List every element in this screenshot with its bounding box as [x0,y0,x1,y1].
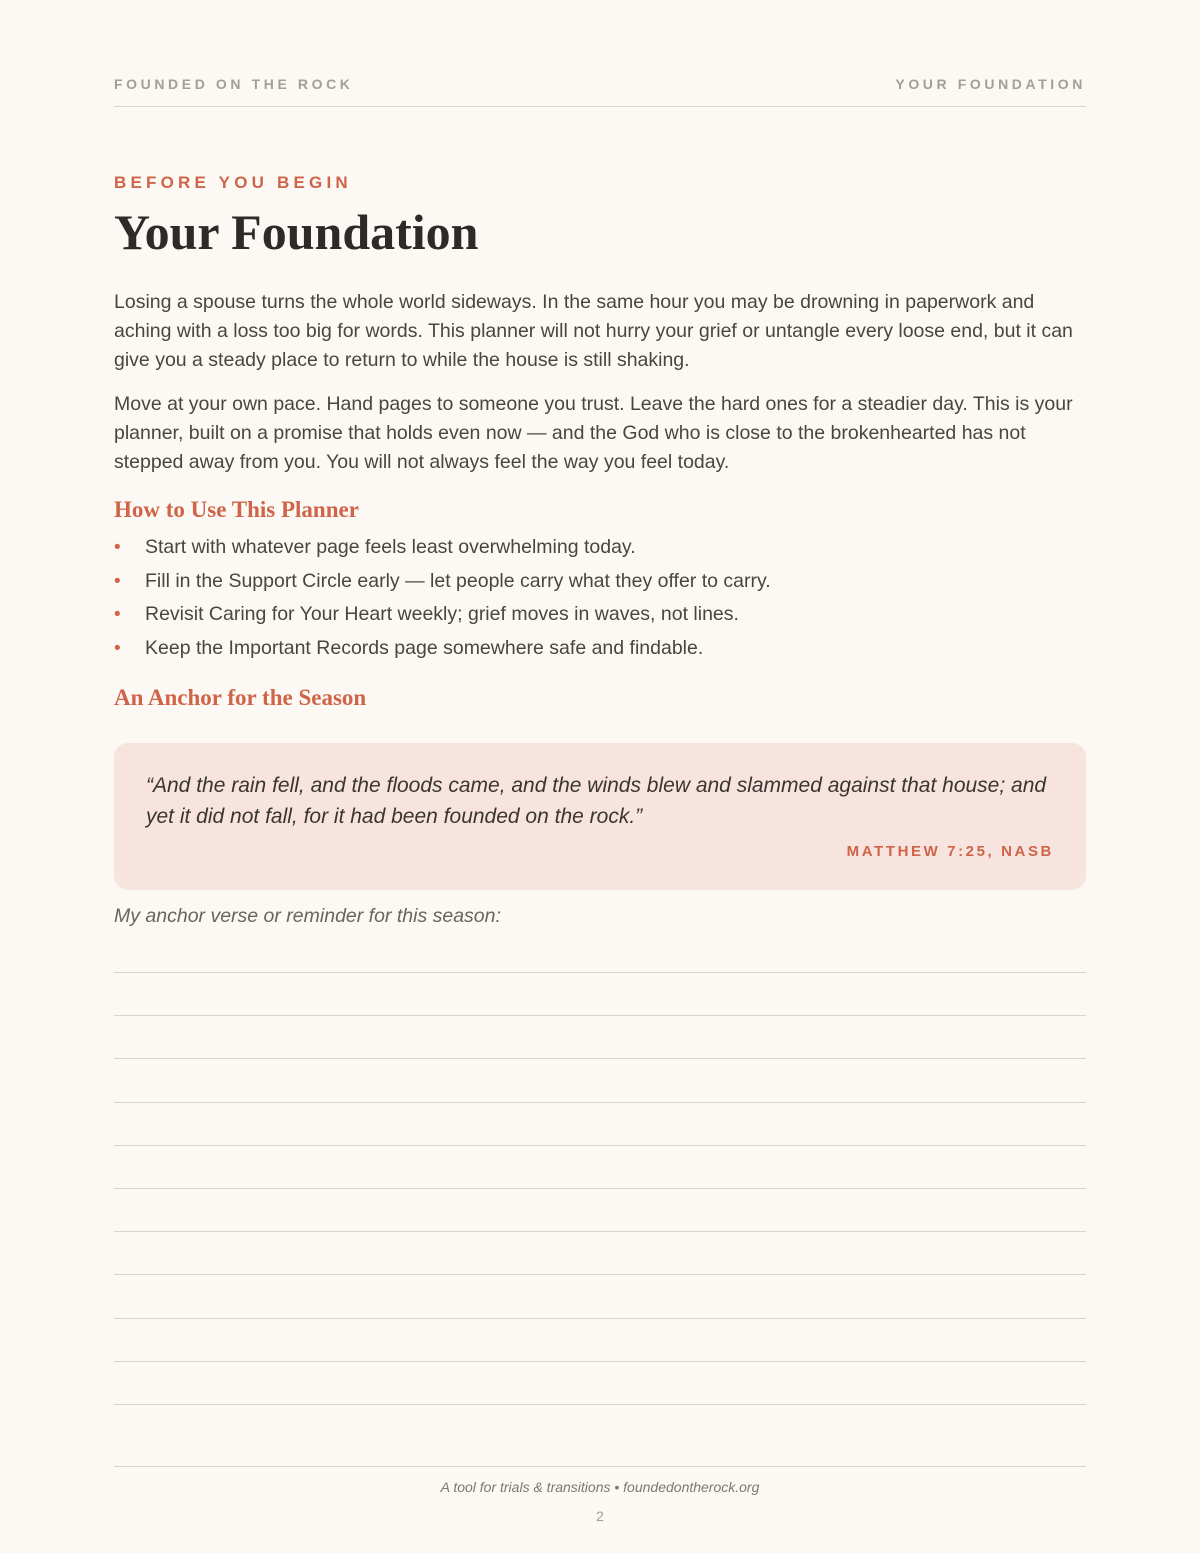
writing-line[interactable] [114,1102,1086,1145]
anchor-heading: An Anchor for the Season [114,685,367,710]
intro-paragraph-1: Losing a spouse turns the whole world sideways. In the same hour you may be drowning in paperwork and aching with a loss too big for words. This planner will not hurry your grief or untangle every loose end, but it can give you a steady place to return to while the house is still shaking. [114,291,1073,371]
footer-divider [114,1466,1086,1467]
writing-line[interactable] [114,1145,1086,1188]
header-left-title: FOUNDED ON THE ROCK [114,76,354,92]
page-number: 2 [596,1508,604,1524]
anchor-prompt: My anchor verse or reminder for this season: [114,905,501,927]
bullet-icon: • [114,637,121,659]
writing-line[interactable] [114,1404,1086,1447]
writing-line[interactable] [114,1318,1086,1361]
list-item-text: Keep the Important Records page somewhere safe and findable. [145,636,704,659]
header-right-title: YOUR FOUNDATION [895,76,1086,92]
writing-line[interactable] [114,1361,1086,1404]
scripture-quote: “And the rain fell, and the floods came, and the winds blew and slammed against that house; and yet it did not fall, for it had been founded on the rock.” [146,774,1047,828]
page-title: Your Foundation [114,204,479,260]
how-to-use-heading: How to Use This Planner [114,497,359,522]
list-item [114,567,1086,601]
how-to-use-list [114,533,1086,667]
writing-line[interactable] [114,972,1086,1015]
bullet-icon: • [114,604,121,625]
list-item-text: Start with whatever page feels least overwhelming today. [145,536,636,558]
list-item [114,533,1086,567]
intro-paragraph-2: Move at your own pace. Hand pages to someone you trust. Leave the hard ones for a steadier day. This is your planner, built on a promise that holds even now — and the God who is close to the brokenhearted has not stepped away from you. You will not always feel the way you feel today. [114,393,1073,473]
writing-line[interactable] [114,1188,1086,1231]
scripture-reference: MATTHEW 7:25, NASB [846,843,1054,860]
list-item-text: Fill in the Support Circle early — let people carry what they offer to carry. [145,569,771,592]
list-item [114,600,1086,634]
writing-line[interactable] [114,1058,1086,1101]
scripture-quote-box [114,743,1086,890]
writing-line[interactable] [114,1231,1086,1274]
list-item-text: Revisit Caring for Your Heart weekly; grief moves in waves, not lines. [145,603,739,625]
writing-area[interactable] [114,972,1086,1447]
footer-tagline: A tool for trials & transitions • foundedontherock.org [440,1479,760,1495]
list-item [114,634,1086,668]
bullet-icon: • [114,537,121,558]
writing-line[interactable] [114,1015,1086,1058]
running-header [114,76,1086,107]
planner-page [114,0,1086,1553]
section-eyebrow: BEFORE YOU BEGIN [114,173,352,192]
writing-line[interactable] [114,1274,1086,1317]
bullet-icon: • [114,570,121,592]
